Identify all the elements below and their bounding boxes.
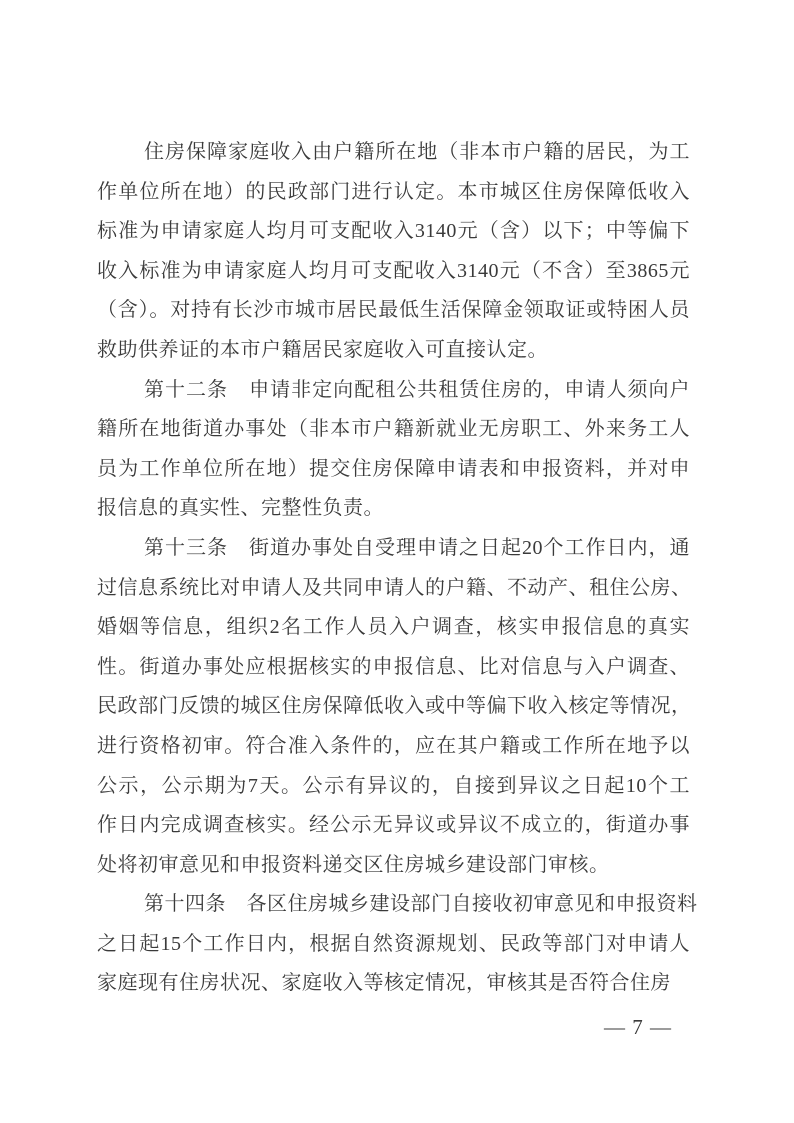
paragraph-article-14 (97, 885, 698, 1004)
text-line: 之日起15个工作日内，根据自然资源规划、民政等部门对申请人 (97, 932, 690, 955)
text-line: 员为工作单位所在地）提交住房保障申请表和申报资料，并对申 (97, 457, 690, 480)
paragraph-income-determination (97, 133, 690, 371)
text-line: 民政部门反馈的城区住房保障低收入或中等偏下收入核定等情况， (97, 695, 692, 718)
text-line: 性。街道办事处应根据核实的申报信息、比对信息与入户调查、 (97, 655, 690, 678)
document-body (97, 133, 698, 1004)
text-line: 住房保障家庭收入由户籍所在地（非本市户籍的居民，为工 (144, 141, 690, 163)
text-line: 公示，公示期为7天。公示有异议的，自接到异议之日起10个工 (97, 774, 690, 797)
text-line: 籍所在地街道办事处（非本市户籍新就业无房职工、外来务工人 (97, 418, 690, 441)
paragraph-article-12 (97, 371, 690, 529)
text-line: 作日内完成调查核实。经公示无异议或异议不成立的，街道办事 (97, 814, 690, 837)
paragraph-article-13 (97, 529, 690, 885)
text-line: 标准为申请家庭人均月可支配收入3140元（含）以下；中等偏下 (97, 220, 690, 243)
text-line: 救助供养证的本市户籍居民家庭收入可直接认定。 (97, 338, 548, 361)
text-line: 作单位所在地）的民政部门进行认定。本市城区住房保障低收入 (97, 180, 690, 203)
text-line: 第十二条 申请非定向配租公共租赁住房的，申请人须向户 (144, 378, 690, 401)
text-line: 第十四条 各区住房城乡建设部门自接收初审意见和申报资料 (144, 893, 698, 916)
text-line: 收入标准为申请家庭人均月可支配收入3140元（不含）至3865元 (97, 259, 690, 282)
text-line: 过信息系统比对申请人及共同申请人的户籍、不动产、租住公房、 (97, 576, 692, 599)
text-line: 报信息的真实性、完整性负责。 (97, 497, 384, 520)
text-line: 家庭现有住房状况、家庭收入等核定情况，审核其是否符合住房 (97, 972, 671, 995)
text-line: 婚姻等信息，组织2名工作人员入户调查，核实申报信息的真实 (97, 616, 690, 639)
page-number: — 7 — (604, 1015, 672, 1039)
text-line: （含）。对持有长沙市城市居民最低生活保障金领取证或特困人员 (97, 299, 690, 322)
text-line: 处将初审意见和申报资料递交区住房城乡建设部门审核。 (97, 853, 610, 876)
text-line: 第十三条 街道办事处自受理申请之日起20个工作日内，通 (144, 536, 690, 559)
text-line: 进行资格初审。符合准入条件的，应在其户籍或工作所在地予以 (97, 734, 690, 757)
